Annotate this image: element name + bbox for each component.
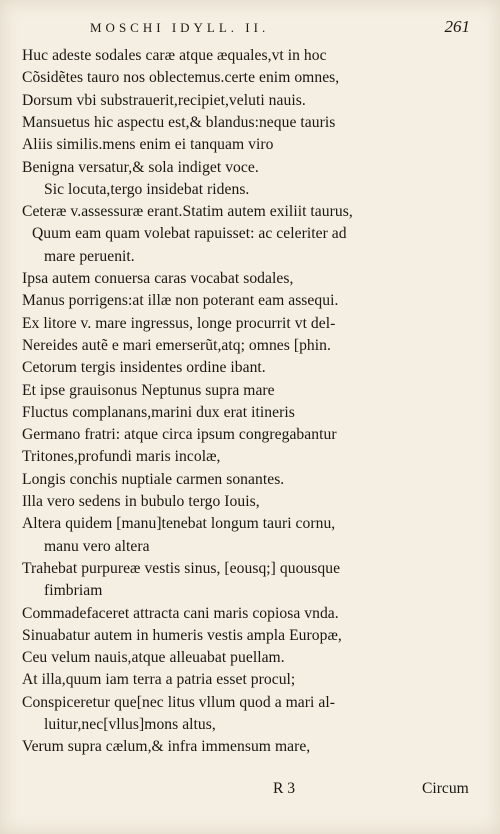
text-line: Conspiceretur que[nec litus vllum quod a mari al-	[22, 693, 335, 711]
text-line: Sinuabatur autem in humeris vestis ampla Europæ,	[22, 626, 342, 644]
text-line: Cetorum tergis insidentes ordine ibant.	[22, 359, 266, 377]
page-number: 261	[444, 17, 470, 36]
text-line: Ceteræ v.assessuræ erant.Statim autem exiliit taurus,	[22, 203, 353, 221]
text-line: Ipsa autem conuersa caras vocabat sodales,	[22, 270, 294, 287]
text-line: Nereides autẽ e mari emerserũt,atq; omnes [phin.	[22, 336, 331, 354]
text-line: Germano fratri: atque circa ipsum congregabantur	[22, 426, 337, 444]
text-line: Ceu velum nauis,atque alleuabat puellam.	[22, 649, 285, 667]
signature-mark: R 3	[273, 780, 296, 797]
text-line: Longis conchis nuptiale carmen sonantes.	[22, 470, 285, 488]
text-line: Cõsidẽtes tauro nos oblectemus.certe enim omnes,	[22, 69, 340, 87]
text-line: Illa vero sedens in bubulo tergo Iouis,	[22, 493, 260, 510]
text-line: Fluctus complanans,marini dux erat itineris	[22, 403, 295, 421]
text-line: fimbriam	[44, 582, 103, 600]
text-line: Tritones,profundi maris incolæ,	[22, 448, 221, 466]
page-footer	[0, 780, 500, 804]
text-line: Manus porrigens:at illæ non poterant eam assequi.	[22, 292, 339, 310]
text-line: Quum eam quam volebat rapuisset: ac celeriter ad	[32, 225, 347, 243]
text-line: Dorsum vbi substrauerit,recipiet,veluti nauis.	[22, 91, 306, 109]
text-line: mare peruenit.	[44, 247, 135, 265]
text-line: luitur,nec[vllus]mons altus,	[44, 716, 216, 733]
catchword: Circum	[422, 780, 469, 797]
text-line: Huc adeste sodales caræ atque æquales,vt in hoc	[22, 47, 327, 64]
text-line: Altera quidem [manu]tenebat longum tauri cornu,	[22, 515, 336, 533]
text-line: Ex litore v. mare ingressus, longe procurrit vt del-	[22, 314, 336, 332]
text-line: Commadefaceret attracta cani maris copiosa vnda.	[22, 604, 339, 622]
text-line: Trahebat purpureæ vestis sinus, [eousq;] quousque	[22, 559, 341, 577]
text-line: Et ipse grauisonus Neptunus supra mare	[22, 381, 275, 399]
text-line: At illa,quum iam terra a patria esset procul;	[22, 671, 296, 689]
text-line: Benigna versatur,& sola indiget voce.	[22, 158, 259, 176]
page-header	[90, 16, 470, 40]
text-line: Sic locuta,tergo insidebat ridens.	[44, 180, 250, 198]
text-line: Mansuetus hic aspectu est,& blandus:neque tauris	[22, 113, 336, 131]
text-line: Aliis similis.mens enim ei tanquam viro	[22, 136, 274, 154]
text-line: Verum supra cælum,& infra immensum mare,	[22, 738, 311, 756]
running-title: MOSCHI IDYLL. II.	[90, 20, 270, 35]
text-line: manu vero altera	[44, 537, 150, 555]
